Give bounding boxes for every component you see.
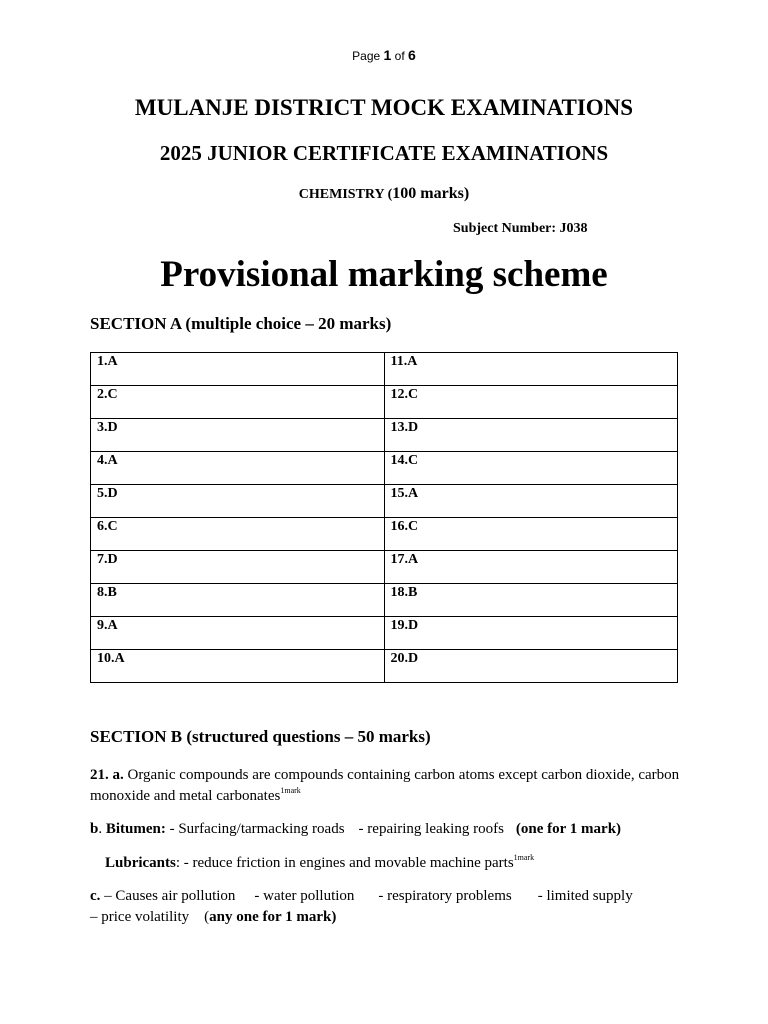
page-number — [0, 47, 768, 63]
answer-cell: 11.A — [384, 353, 678, 386]
answer-row — [91, 419, 678, 452]
answer-row — [91, 650, 678, 683]
answer-cell: 6.C — [91, 518, 385, 551]
answer-cell: 15.A — [384, 485, 678, 518]
answer-row — [91, 353, 678, 386]
lubricants-text: : - reduce friction in engines and movable machine parts — [175, 855, 514, 871]
lubricants-mark: 1mark — [513, 853, 535, 862]
answer-cell: 20.D — [384, 650, 678, 683]
district-title: MULANJE DISTRICT MOCK EXAMINATIONS — [134, 95, 634, 120]
question-21c-line2: – price volatility — [90, 909, 190, 925]
answer-cell: 18.B — [384, 584, 678, 617]
answer-cell: 8.B — [91, 584, 385, 617]
subject-title — [0, 185, 768, 203]
question-21b-letter: b — [90, 821, 99, 837]
question-21b-dot: . — [98, 821, 106, 837]
question-21c-item-3: - respiratory problems — [378, 888, 512, 904]
answer-cell: 12.C — [384, 386, 678, 419]
answer-cell: 16.C — [384, 518, 678, 551]
answer-cell: 1.A — [91, 353, 385, 386]
question-21a — [90, 765, 690, 807]
answer-row — [91, 518, 678, 551]
question-21c-note: any one for 1 mark) — [209, 909, 337, 925]
question-21a-text: Organic compounds are compounds containing carbon atoms except carbon dioxide, carbon monoxide and metal carbonates — [90, 767, 680, 804]
page-current: 1 — [383, 47, 392, 63]
question-21c-letter: c. — [90, 888, 101, 904]
question-21b-lubricants — [105, 853, 705, 874]
answer-cell: 10.A — [91, 650, 385, 683]
answer-cell: 3.D — [91, 419, 385, 452]
question-21c-item-2: - water pollution — [254, 888, 355, 904]
question-21c-item-4: - limited supply — [537, 888, 633, 904]
answer-cell: 5.D — [91, 485, 385, 518]
answer-cell: 7.D — [91, 551, 385, 584]
page-total: 6 — [408, 47, 416, 63]
answer-cell: 14.C — [384, 452, 678, 485]
question-21a-mark: 1mark — [280, 786, 301, 795]
question-21b-use2: - repairing leaking roofs — [358, 821, 504, 837]
subject-number: Subject Number: J038 — [453, 221, 588, 236]
answer-row — [91, 386, 678, 419]
answer-cell: 19.D — [384, 617, 678, 650]
question-21b — [90, 819, 690, 840]
answer-table — [90, 352, 678, 683]
section-b-heading: SECTION B (structured questions – 50 marks) — [90, 727, 431, 746]
answer-row — [91, 584, 678, 617]
section-a-heading: SECTION A (multiple choice – 20 marks) — [90, 314, 392, 333]
page-label: Page — [352, 49, 381, 63]
page-of: of — [394, 49, 405, 63]
question-21c — [90, 886, 690, 928]
question-21a-number: 21. a. — [90, 767, 124, 783]
question-21b-note: (one for 1 mark) — [515, 821, 622, 837]
answer-row — [91, 617, 678, 650]
question-21b-use1: - Surfacing/tarmacking roads — [165, 821, 345, 837]
answer-row — [91, 485, 678, 518]
subject-marks: 100 marks) — [392, 185, 470, 202]
lubricants-term: Lubricants — [105, 855, 176, 871]
answer-cell: 17.A — [384, 551, 678, 584]
question-21c-item-1: – Causes air pollution — [104, 888, 236, 904]
answer-table-body — [91, 353, 678, 683]
question-21c-note-open: ( — [204, 909, 210, 925]
answer-cell: 13.D — [384, 419, 678, 452]
scheme-title: Provisional marking scheme — [160, 254, 608, 295]
answer-cell: 4.A — [91, 452, 385, 485]
certificate-title: 2025 JUNIOR CERTIFICATE EXAMINATIONS — [159, 141, 609, 165]
subject-name: CHEMISTRY ( — [298, 187, 393, 202]
answer-row — [91, 452, 678, 485]
answer-cell: 9.A — [91, 617, 385, 650]
answer-cell: 2.C — [91, 386, 385, 419]
question-21b-term: Bitumen: — [105, 821, 166, 837]
answer-row — [91, 551, 678, 584]
